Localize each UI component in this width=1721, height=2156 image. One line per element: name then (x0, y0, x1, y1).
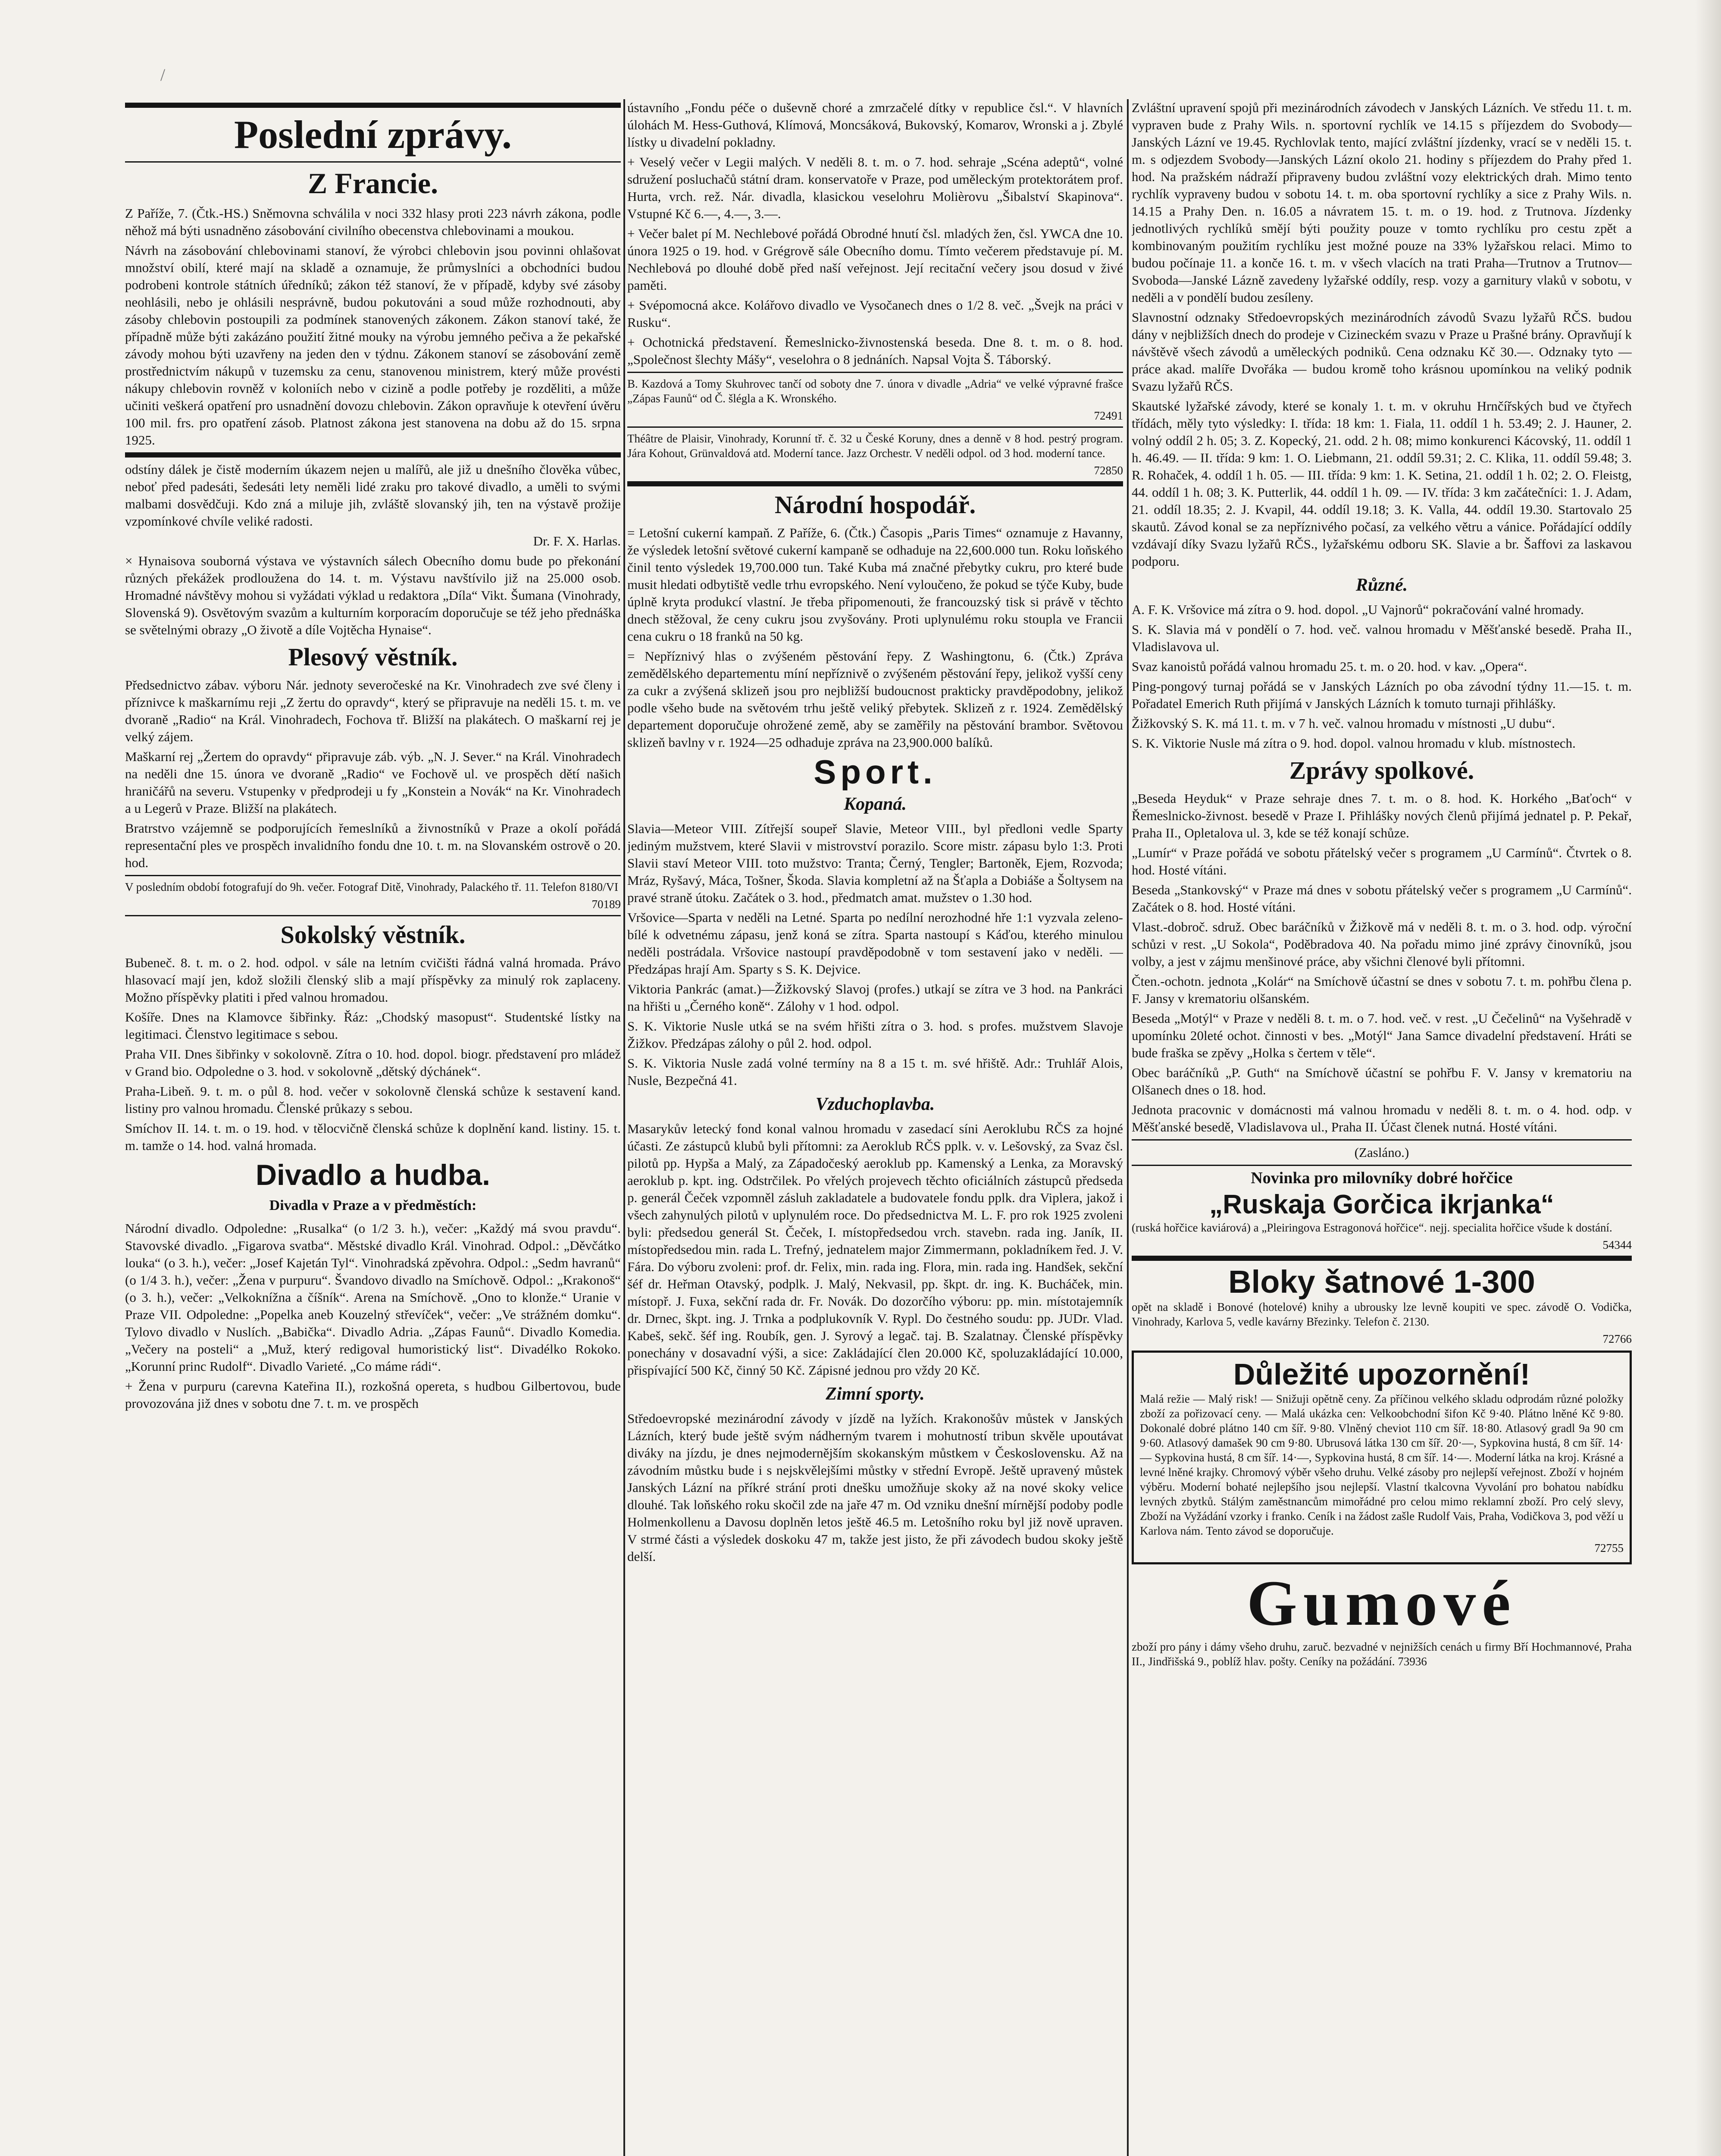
subsection-title-vzduchoplavba: Vzduchoplavba. (815, 1094, 935, 1114)
column-1 (125, 99, 621, 2156)
article-paragraph: Čten.-ochotn. jednota „Kolár“ na Smíchově účastní se dnes v sobotu 7. t. m. pohřbu člena p. F. Jansy v krematoriu olšanském. (1132, 974, 1632, 1006)
ad-number: 70189 (591, 898, 621, 911)
article-paragraph: Z Paříže, 7. (Čtk.-HS.) Sněmovna schválila v noci 332 hlasy proti 223 návrh zákona, podle něhož má býti usnadněno zásobování civilního obecenstva chlebovinami a moukou. (125, 206, 621, 238)
article-paragraph: S. K. Viktorie Nusle utká se na svém hřišti zítra o 3. hod. s profes. mužstvem Slavoje Žižkov. Předzápas zálohy o půl 2. hod. odpol. (627, 1018, 1123, 1051)
divider (125, 452, 621, 458)
article-signature: Dr. F. X. Harlas. (533, 533, 621, 548)
ad-dulezite-text: Malá režie — Malý risk! — Snižuji opětně ceny. Za příčinou velkého skladu odprodám různé položky zboží za pořizovací ceny. — Malá ukázka cen: Velkoobchodní šifon Kč 9·40. Plátno lněné Kč 9·80. Dokonalé dobré plátno 140 cm šíř. 9·80. Vlněný cheviot 110 cm šíř. 18·80. Atlasový gradl 9a 90 cm 9·60. Atlasový damašek 90 cm 9·80. Ubrusová látka 130 cm šíř. 20·—, Sypkovina hustá, 8 cm šíř. 14·— Sypkovina hustá, 8 cm šíř. 14·—, Sypkovina hustá, 8 cm šíř. 14·—. Moderní látka na kroj. Krásné a levné lněné krajky. Chromový výběr všeho druhu. Velké zásoby pro nejlepší veřejnost. Zboží v hojném výběru. Moderní bohaté nejlepšího jsou nejlepší. Vlastní tkalcovna Vyvolání pro bohatou nabídku levných zbytků. Stálým zaměstnancům mimořádné pro celou mimo reklamní zboží. Pro celý slevy, Zboží na Vyžádání vzorky i franko. Ceník i na žádost zašle Rudolf Vais, Praha, Vodičkova 3, pod věží u Karlova nám. Tento závod se doporučuje. (1140, 1392, 1624, 1537)
advertisement-foto: V posledním období fotografují do 9h. večer. Fotograf Ditě, Vinohrady, Palackého tř. 11. Telefon 8180/VI (125, 881, 619, 893)
column-rule-1 (623, 99, 625, 2156)
article-paragraph: Viktoria Pankrác (amat.)—Žižkovský Slavoj (profes.) utkají se zítra ve 3 hod. na Pankráci na hřišti u „Černého koně“. Zálohy v 1 hod. odpol. (627, 981, 1123, 1014)
section-title-sport: Sport. (814, 753, 937, 791)
divider (1132, 1165, 1632, 1166)
article-paragraph: Předsednictvo zábav. výboru Nár. jednoty severočeské na Kr. Vinohradech zve své členy i příznivce k maškarnímu reji „Z žertu do opravdy“, který se připravuje na neděli 15. t. m. ve dvoraně „Radio“ na Král. Vinohradech, Fochova tř. Bližší na plakátech. O maškarní rej je velký zájem. (125, 677, 621, 744)
article-paragraph: Vlast.-dobroč. sdruž. Obec baráčníků v Žižkově má v neděli 8. t. m. o 3. hod. odp. výroční schůzi v rest. „U Sokola“, Poděbradova 40. Na pořadu mimo jiné zprávy činovníků, jsou volby, a jest v zájmu menšinové práce, aby všichni členové byli přítomni. (1132, 919, 1632, 969)
subsection-title-zimni-sporty: Zimní sporty. (826, 1384, 925, 1404)
section-title-sokolsky-vestnik: Sokolský věstník. (280, 921, 466, 949)
article-paragraph: Středoevropské mezinárodní závody v jízdě na lyžích. Krakonošův můstek v Janských Lázních, který bude ještě svým nádherným tvarem i mohutností tribun skvěle upoutávat diváky na jízdu, je dnes nejmodernějším skokanským můstkem v Československu. Až na závodním můstku bude i s nejskvělejšími můstky v střední Evropě. Ještě upravený můstek Janských Lázní na příkré strání proti dnešku umožňuje skoky až na nové skoky velice dlouhé. Tak loňského roku skočil zde na jaře 47 m. Od vzniku dnešní mírnější podoby podle Holmenkollenu a Davosu doplněn letos ještě 46.5 m. Letošního roku byl již nově upraven. V strmé části a výsledek doskoku 47 m, takže jest jisto, že při závodech budou skoky ještě delší. (627, 1411, 1123, 1564)
advertisement-theatre-de-plaisir: Théâtre de Plaisir, Vinohrady, Korunní tř. č. 32 u České Koruny, dnes a denně v 8 hod. pestrý program. Jára Kohout, Grünvaldová atd. Moderní tance. Jazz Orchestr. V neděli odpol. od 3 hod. moderní tance. (627, 432, 1123, 460)
ad-number: 54344 (1602, 1238, 1632, 1251)
article-paragraph: + Večer balet pí M. Nechlebové pořádá Obrodné hnutí čsl. mladých žen, čsl. YWCA dne 10. února 1925 o 19. hod. v Grégrově sále Obecního domu. Tímto večerem představuje pí. M. Nechlebová po dlouhé době před naší veřejnost. Její recitační večery jsou dosud v živé paměti. (627, 226, 1123, 293)
divider (627, 372, 1123, 373)
page-mark: / (160, 65, 166, 85)
column-2 (627, 99, 1123, 2156)
article-paragraph: Praha-Libeň. 9. t. m. o půl 8. hod. večer v sokolovně členská schůze k sestavení kand. listiny pro valnou hromadu. Členské průkazy s sebou. (125, 1084, 621, 1116)
article-paragraph: Slavnostní odznaky Středoevropských mezinárodních závodů Svazu lyžařů RČS. budou dány v nejbližších dnech do prodeje v Cizineckém svazu v Praze u Prašné brány. Opravňují k návštěvě všech závodů a uměleckých podniků. Cena odznaku Kč 30.—. Odznaky tyto — práce akad. malíře Dvořáka — budou kromě toho krásnou upomínkou na veliký podnik Svazu lyžařů RČS. (1132, 310, 1632, 394)
section-title-z-francie: Z Francie. (307, 167, 438, 200)
article-paragraph: Zvláštní upravení spojů při mezinárodních závodech v Janských Lázních. Ve středu 11. t. m. vypraven bude z Prahy Wils. n. sportovní rychlík ve 14.15 s příjezdem do Svobody—Janských Lázní ve 19.45. Rychlovlak tento, mající zvláštní jízdenky, vrací se v neděli 15. t. m. s odjezdem Svobody—Janských Lázní okolo 21. hodiny s příjezdem do Prahy před 1. hod. Na pražském nádraží připraveny budou zvláštní vozy elektrických drah. Mimo tento rychlík vypraveny budou v sobotu 14. t. m. oba sportovní rychlíky a sice z Prahy Wils. n. 14.15 a Prahy Den. n. 16.05 a návratem 15. t. m. o 19. hod. z Trutnova. Jízdenky jednotlivých rychlíků smějí býti použity pouze v tomto rychlíku pro cestu zpět a kombinovaným použitím rychlíku jest možné pouze na 33% lyžařskou relaci. Mimo to budou počínaje 11. a konče 16. t. m. v všech vlacích na trati Praha—Trutnov a Trutnov—Svoboda—Janské Lázně zavedeny lyžařské oddíly, resp. vozy a garnitury vlaků v sobotu, v neděli a v pondělí budou zesíleny. (1132, 100, 1632, 305)
column-rule-2 (1127, 99, 1129, 2156)
ad-gumove-text: zboží pro pány i dámy všeho druhu, zaruč. bezvadné v nejnižších cenách u firmy Bří Hochmannové, Praha II., Jindřišská 9., poblíž hlav. pošty. Ceníky na požádání. 73936 (1132, 1640, 1632, 1668)
article-paragraph: Ping-pongový turnaj pořádá se v Janských Lázních po oba závodní týdny 11.—15. t. m. Pořadatel Emerich Ruth přijímá v Janských Lázních k tomuto turnaji přihlášky. (1132, 679, 1632, 711)
article-paragraph: Slavia—Meteor VIII. Zítřejší soupeř Slavie, Meteor VIII., byl předloni vedle Sparty jediným mužstvem, které Slavii v mistrovství porazilo. Score mistr. zápasu bylo 1:3. Proti Slavii staví Meteor VIII. toto mužstvo: Tranta; Černý, Tengler; Bartoněk, Ejem, Rozvoda; Mráz, Ryšavý, Máca, Tošner, Škoda. Slavia kompletní až na Šťapla a Dobiáše a Šoltysem na pravé straně útoku. Začátek o 3. hod., předmatch amat. mužstev o 1.30 hod. (627, 821, 1123, 905)
divider (627, 426, 1123, 428)
article-paragraph: Bubeneč. 8. t. m. o 2. hod. odpol. v sále na letním cvičišti řádná valná hromada. Právo hlasovací mají jen, kdož složili členský slib a mají příspěvky za minulý rok zaplaceny. Možno příspěvky platiti i před valnou hromadou. (125, 955, 621, 1005)
article-paragraph: S. K. Viktorie Nusle má zítra o 9. hod. dopol. valnou hromadu v klub. místnostech. (1132, 736, 1576, 751)
column-3 (1132, 99, 1632, 2156)
section-title-plesovy-vestnik: Plesový věstník. (288, 643, 458, 671)
article-paragraph: odstíny dálek je čistě moderním úkazem nejen u malířů, ale již u dnešního člověka vůbec, neboť před padesáti, šedesáti lety neměli lidé zraku pro takové divadlo, a uměli to svými malbami dosvědčuji. Kdo zná a miluje jih, zvláště slovanský jih, ten na výstavě prožije vzpomínkové chvíle veliké radosti. (125, 462, 621, 529)
article-paragraph: + Ochotnická představení. Řemeslnicko-živnostenská beseda. Dne 8. t. m. o 8. hod. „Společnost šlechty Mášy“, veselohra o 8 jednáních. Napsal Vojta Š. Táborský. (627, 335, 1123, 367)
ad-number: 72766 (1602, 1332, 1632, 1345)
article-paragraph: Návrh na zásobování chlebovinami stanoví, že výrobci chlebovin jsou povinni ohlašovat množství obilí, které mají na skladě a oznamuje, že průmyslníci a obchodníci budou podrobeni kontrole státních úředníků; zákon též stanoví, že v případě, kdyby své zásoby neohlásili, nebo je ohlásili nesprávně, budou pokutováni a soud může rozhodnouti, aby zásoby chlebovin postoupili za podmínek stanovených zákonem. Zákon stanoví také, že případně může býti zakázáno použití žitné mouky na výrobu jemného pečiva a že pekařské závody mohou býti uzavřeny na jeden den v týdnu. Zákonem stanoví se zásobování země prostřednictvím nákupů v tuzemsku za cenu, stanovenou ministrem, který může provésti nákupy chlebovin rovněž v koloniích nebo v cizině a podle potřeby je rozděliti, a může učiniti veškerá opatření pro usnadnění dovozu chlebovin. Zákon opravňuje k otevření úvěru 100 mil. frs. pro opatření zásob. Platnost zákona jest stanovena na dobu až do 15. srpna 1925. (125, 243, 621, 448)
article-paragraph: Bratrstvo vzájemně se podporujících řemeslníků a živnostníků v Praze a okolí pořádá representační ples ve prospěch invalidního fondu dne 10. t. m. na Slovanském ostrově o 20. hod. (125, 821, 621, 870)
article-paragraph: Obec baráčníků „P. Guth“ na Smíchově účastní se pohřbu F. V. Jansy v krematoriu na Olšanech dnes o 18. hod. (1132, 1065, 1632, 1097)
subsection-title-kopana: Kopaná. (844, 794, 907, 814)
article-paragraph: „Lumír“ v Praze pořádá ve sobotu přátelský večer s programem „U Carmínů“. Čtvrtek o 8. hod. Hosté vítáni. (1132, 845, 1632, 877)
ad-gorcica-text: (ruská hořčice kaviárová) a „Pleiringova Estragonová hořčice“. nejj. specialita hořčice všude k dostání. (1132, 1221, 1612, 1234)
article-paragraph: Skautské lyžařské závody, které se konaly 1. t. m. v okruhu Hrnčířských bud ve čtyřech třídách, měly tyto výsledky: I. třída: 18 km: 1. Fiala, 11. oddíl 1 h. 53.49; 2. J. Hauner, 2. volný oddíl 2 h. 05; 3. Z. Kopecký, 21. odd. 2 h. 08; mimo konkurenci Kácovský, 11. oddíl 1 h. 46.49. — II. třída: 9 km: 1. O. Liebmann, 21. oddíl 59.31; 2. C. Klika, 11. oddíl 59.48; 3. R. Rohaček, 4. oddíl 1 h. 05. — III. třída: 9 km: 1. K. Setina, 21. oddíl 1 h. 02; 2. O. Fleistg, 44. oddíl 1 h. 08; 3. K. Putterlik, 44. oddíl 1 h. 09. — IV. třída: 3 km začátečníci: 1. J. Adam, 21. oddíl 18.35; 2. J. Kvapil, 44. oddíl 19.18; 3. K. Valla, 44. oddíl 19.30. Startovalo 25 skautů. Závod konal se za nepříznivého počasí, za velkého větru a vánice. Pořádající oddíly vzdávají díky Svazu lyžařů RČS., lyžařskému odboru SK. Slavie a br. Šaffovi za laskavou podporu. (1132, 398, 1632, 569)
divider (1132, 1256, 1632, 1261)
article-paragraph: + Svépomocná akce. Kolářovo divadlo ve Vysočanech dnes o 1/2 8. več. „Švejk na práci v Rusku“. (627, 298, 1123, 330)
article-paragraph: = Nepříznivý hlas o zvýšeném pěstování řepy. Z Washingtonu, 6. (Čtk.) Zpráva zemědělského departementu míní nepříznivě o zvýšeném pěstování řepy, jelikož vyšší ceny za cukr a zvýšená sklizeň jsou pro nejbližší budoucnost prakticky pravděpodobny, jelikož podle všeho bude na světovém trhu ještě veliký přebytek. Sklizeň z r. 1924. Zemědělský departement doporučuje ohrožené země, aby se zaměřily na pěstování brambor. Světovou sklizeň bavlny v r. 1924—25 odhaduje zpráva na 23,900.000 balíků. (627, 649, 1123, 750)
ad-number: 72491 (1094, 409, 1123, 422)
article-paragraph: Masarykův letecký fond konal valnou hromadu v zasedací síni Aeroklubu RČS za hojné účasti. Ze zástupců klubů byli přítomni: za Aeroklub RČS pplk. v. v. Lešovský, za Svaz čsl. pilotů pp. Hypša a Malý, za Západočeský aeroklub pp. Kamenský a Lenka, za Moravský aeroklub p. kpt. ing. Odstrčilek. Po vřelých projevech těchto oficiálních zástupců předseda p. generál Čeček vzpomněl zásluh zakladatele a budovatele fondu pplk. dra Viplera, jakož i všech zahynulých pilotů v uplynulém roce. Do předsednictva M. L. F. pro rok 1925 zvoleni byli: předsedou generál St. Čeček, I. místopředsedou vrch. stavebn. rada ing. Janík, II. místopředsedou min. rada L. Trefný, jednatelem major Zimmermann, pokladníkem řed. J. V. Fára. Do výboru zvoleni: prof. dr. Felix, min. rada ing. Flora, min. rada ing. Handšek, sekční šéf dr. Heřman Otavský, podplk. J. Malý, Nekvasil, pp. škpt. dr. ing. K. Bucháček, min. místopř. J. Fuxa, sekční rada dr. Fr. Novák. Do dozorčího výboru: pp. min. místotajemník dr. Drnec, škpt. ing. J. Trnka a podplukovník V. Rypl. Do čestného soudu: pp. JUDr. Vlad. Kabeš, sekč. šéf ing. Roubík, gen. J. Syrový a legač. taj. B. Szalatnay. Členské příspěvky ponechány v dosavadní výši, a sice: Zakládající člen 20.000 Kč, spoluzakládající 10.000, přispívající 500 Kč, činný 50 Kč. Zápisné jednou pro vždy 20 Kč. (627, 1121, 1123, 1378)
ad-dulezite-title: Důležité upozornění! (1233, 1357, 1530, 1391)
article-paragraph: Vršovice—Sparta v neděli na Letné. Sparta po nedílní nerozhodné hře 1:1 vyzvala zeleno-bílé k odvetnému zápasu, jenž koná se zítra. Sparta nastoupí s Káďou, kterého minulou neděli postrádala. Vršovice nastoupí pravděpodobně v tom sestavení jako v neděli. — Předzápas hrají Am. Sparty s S. K. Dejvice. (627, 910, 1123, 977)
ad-bloky-text: opět na skladě i Bonové (hotelové) knihy a ubrousky lze levně koupiti ve spec. závodě O. Vodička, Vinohrady, Karlova 5, vedle kavárny Březinky. Telefon č. 2130. (1132, 1300, 1632, 1328)
ad-gorcica-top: Novinka pro milovníky dobré hořčice (1251, 1169, 1513, 1187)
article-paragraph: Jednota pracovnic v domácnosti má valnou hromadu v neděli 8. t. m. o 4. hod. odp. v Měšťanské besedě, Vladislavova ul., Praha II. Účast členek nutná. Hosté vítáni. (1132, 1102, 1632, 1134)
section-title-divadlo-a-hudba: Divadlo a hudba. (255, 1159, 491, 1191)
subsection-title-razne: Různé. (1355, 575, 1408, 595)
ad-dulezite-box (1132, 1351, 1632, 1564)
article-paragraph: = Letošní cukerní kampaň. Z Paříže, 6. (Čtk.) Časopis „Paris Times“ oznamuje z Havanny, že výsledek letošní světové cukerní kampaně se odhaduje na 22,600.000 tun. Roku loňského činil tento výsledek 19,700.000 tun. Také Kuba má značné přebytky cukru, pro které bude musit hledati odbytiště vedle trhu evropského. Není vyloučeno, že pokud se týče Kuby, bude úplně kryta produkcí vlastní. Je třeba připomenouti, že francouzský tisk si právě v těchto dnech stěžoval, že ceny cukru jsou zvyšovány. Proti uplynulému roku stoupla ve Francii cena cukru o 18 franků na 50 kg. (627, 525, 1123, 644)
article-paragraph: A. F. K. Vršovice má zítra o 9. hod. dopol. „U Vajnorů“ pokračování valné hromady. (1132, 602, 1584, 617)
article-paragraph: Svaz kanoistů pořádá valnou hromadu 25. t. m. o 20. hod. v kav. „Opera“. (1132, 659, 1527, 674)
article-paragraph: Praha VII. Dnes šibřinky v sokolovně. Zítra o 10. hod. dopol. biogr. představení pro mládež v Grand bio. Odpoledne o 3. hod. v sokolovně „dětský dýchánek“. (125, 1047, 621, 1079)
divider (125, 161, 621, 163)
article-paragraph: × Hynaisova souborná výstava ve výstavních sálech Obecního domu bude po překonání různých překážek prodloužena do 14. t. m. Výstavu navštívilo již na 25.000 osob. Hromadné návštěvy mohou si vyžádati výklad u redaktora „Díla“ Vikt. Šumana (Vinohrady, Slovenská 9). Osvětovým svazům a kulturním korporacím doporučuje se též jeho přednáška se světelnými obrazy „O životě a díle Vojtěcha Hynaise“. (125, 553, 621, 637)
divider (1132, 1139, 1632, 1141)
article-paragraph: S. K. Viktoria Nusle zadá volné termíny na 8 a 15 t. m. své hřiště. Adr.: Truhlář Alois, Nusle, Bezpečná 41. (627, 1056, 1123, 1088)
ad-gumove-title: Gumové (1247, 1567, 1517, 1639)
ad-gorcica-title: „Ruskaja Gorčica ikrjanka“ (1209, 1190, 1554, 1219)
theatre-listing: Národní divadlo. Odpoledne: „Rusalka“ (o 1/2 3. h.), večer: „Každý má svou pravdu“. Stavovské divadlo. „Figarova svatba“. Městské divadlo Král. Vinohrad. Odpol.: „Děvčátko louka“ (o 3. h.), večer: „Josef Kajetán Tyl“. Vinohradská zpěvohra. Odpol.: „Sedm havranů“ (o 1/4 3. h.), večer: „Žena v purpuru“. Švandovo divadlo na Smíchově. Odpol.: „Krakonoš“ (o 3. h.), večer: „Velkoknížna a číšník“. Arena na Smíchově. „Ono to klonže.“ Uranie v Praze VII. Odpoledne: „Popelka aneb Kouzelný střevíček“, večer: „Ve strážném domku“. Tylovo divadlo v Nuslích. „Babička“. Divadlo Adria. „Zápas Faunů“. Divadlo Komedia. „Večery na posteli“ a „Muž, který redigoval humoristický list“. Divadélko Rokoko. „Korunní princ Rudolf“. Divadlo Varieté. „Co máme rádi“. (125, 1221, 621, 1374)
headline-posledni-zpravy: Poslední zprávy. (234, 113, 512, 157)
page-edge (1695, 0, 1721, 2156)
section-title-narodni-hospodar: Národní hospodář. (774, 491, 976, 519)
section-title-zpravy-spolkove: Zprávy spolkové. (1289, 756, 1474, 784)
article-paragraph: ústavního „Fondu péče o duševně choré a zmrzačelé dítky v republice čsl.“. V hlavních úlohách M. Hess-Guthová, Klímová, Moncsáková, Bukovský, Komarov, Wronski a j. Zbylé lístky u divadelní pokladny. (627, 100, 1123, 150)
article-paragraph: Smíchov II. 14. t. m. o 19. hod. v tělocvičně členská schůze k doplnění kand. listiny. 15. t. m. tamže o 14. hod. valná hromada. (125, 1121, 621, 1153)
article-paragraph: S. K. Slavia má v pondělí o 7. hod. več. valnou hromadu v Měšťanské besedě. Praha II., Vladislavova ul. (1132, 622, 1632, 654)
article-paragraph: + Veselý večer v Legii malých. V neděli 8. t. m. o 7. hod. sehraje „Scéna adeptů“, volné sdružení posluchačů státní dram. konservatoře v Praze, pod uměleckým protektorátem prof. Hurta, vrch. rež. Nár. divadla, klasickou veselohru Molièrovu „Šibalství Skapinova“. Vstupné Kč 6.—, 4.—, 3.—. (627, 154, 1123, 221)
article-paragraph: Maškarní rej „Žertem do opravdy“ připravuje záb. výb. „N. J. Sever.“ na Král. Vinohradech na neděli dne 15. února ve dvoraně „Radio“ ve Fochově ul. ve prospěch dětí našich hraničářů na severu. Vstupenky v předprodeji u fy „Konstein a Novák“ na Kr. Vinohradech a u Legerů v Praze. Bližší na plakátech. (125, 749, 621, 816)
top-rule (125, 103, 621, 108)
article-paragraph: Žižkovský S. K. má 11. t. m. v 7 h. več. valnou hromadu v místnosti „U dubu“. (1132, 716, 1555, 731)
article-paragraph: Beseda „Stankovský“ v Praze má dnes v sobotu přátelský večer s programem „U Carmínů“. Začátek o 8. hod. Hosté vítáni. (1132, 882, 1632, 915)
subheading-divadla: Divadla v Praze a v předměstích: (269, 1197, 477, 1213)
article-paragraph: Košíře. Dnes na Klamovce šibřinky. Řáz: „Chodský masopust“. Studentské lístky na legitimaci. Členstvo legitimace s sebou. (125, 1009, 621, 1042)
article-paragraph: „Beseda Heyduk“ v Praze sehraje dnes 7. t. m. o 8. hod. K. Horkého „Baťoch“ v Řemeslnicko-živnost. besedě v Praze I. Přihlášky nových členů přijímá jednatel p. P. Pekař, Praha II., Opletalova ul. 3, kde se též konají schůze. (1132, 791, 1632, 840)
article-paragraph: Beseda „Motýl“ v Praze v neděli 8. t. m. o 7. hod. več. v rest. „U Čečelinů“ na Vyšehradě v upomínku 20leté ochot. činnosti v bes. „Motýl“ Jana Samce divadelní představení. Hráti se bude fraška se zpěvy „Holka s čertem v těle“. (1132, 1011, 1632, 1060)
divider (125, 875, 621, 876)
article-paragraph: + Žena v purpuru (carevna Kateřina II.), rozkošná opereta, s hudbou Gilbertovou, bude provozována již dnes v sobotu dne 7. t. m. ve prospěch (125, 1379, 621, 1411)
advertisement-kazdova: B. Kazdová a Tomy Skuhrovec tančí od soboty dne 7. února v divadle „Adria“ ve velké výpravné frašce „Zápas Faunů“ od Č. šlégla a K. Wronského. (627, 377, 1123, 405)
ad-bloky-title: Bloky šatnové 1-300 (1228, 1264, 1535, 1300)
zaslano-label: (Zasláno.) (1354, 1145, 1409, 1160)
divider (125, 915, 621, 916)
ad-number: 72755 (1594, 1542, 1624, 1554)
divider (627, 481, 1123, 486)
ad-number: 72850 (1094, 464, 1123, 477)
